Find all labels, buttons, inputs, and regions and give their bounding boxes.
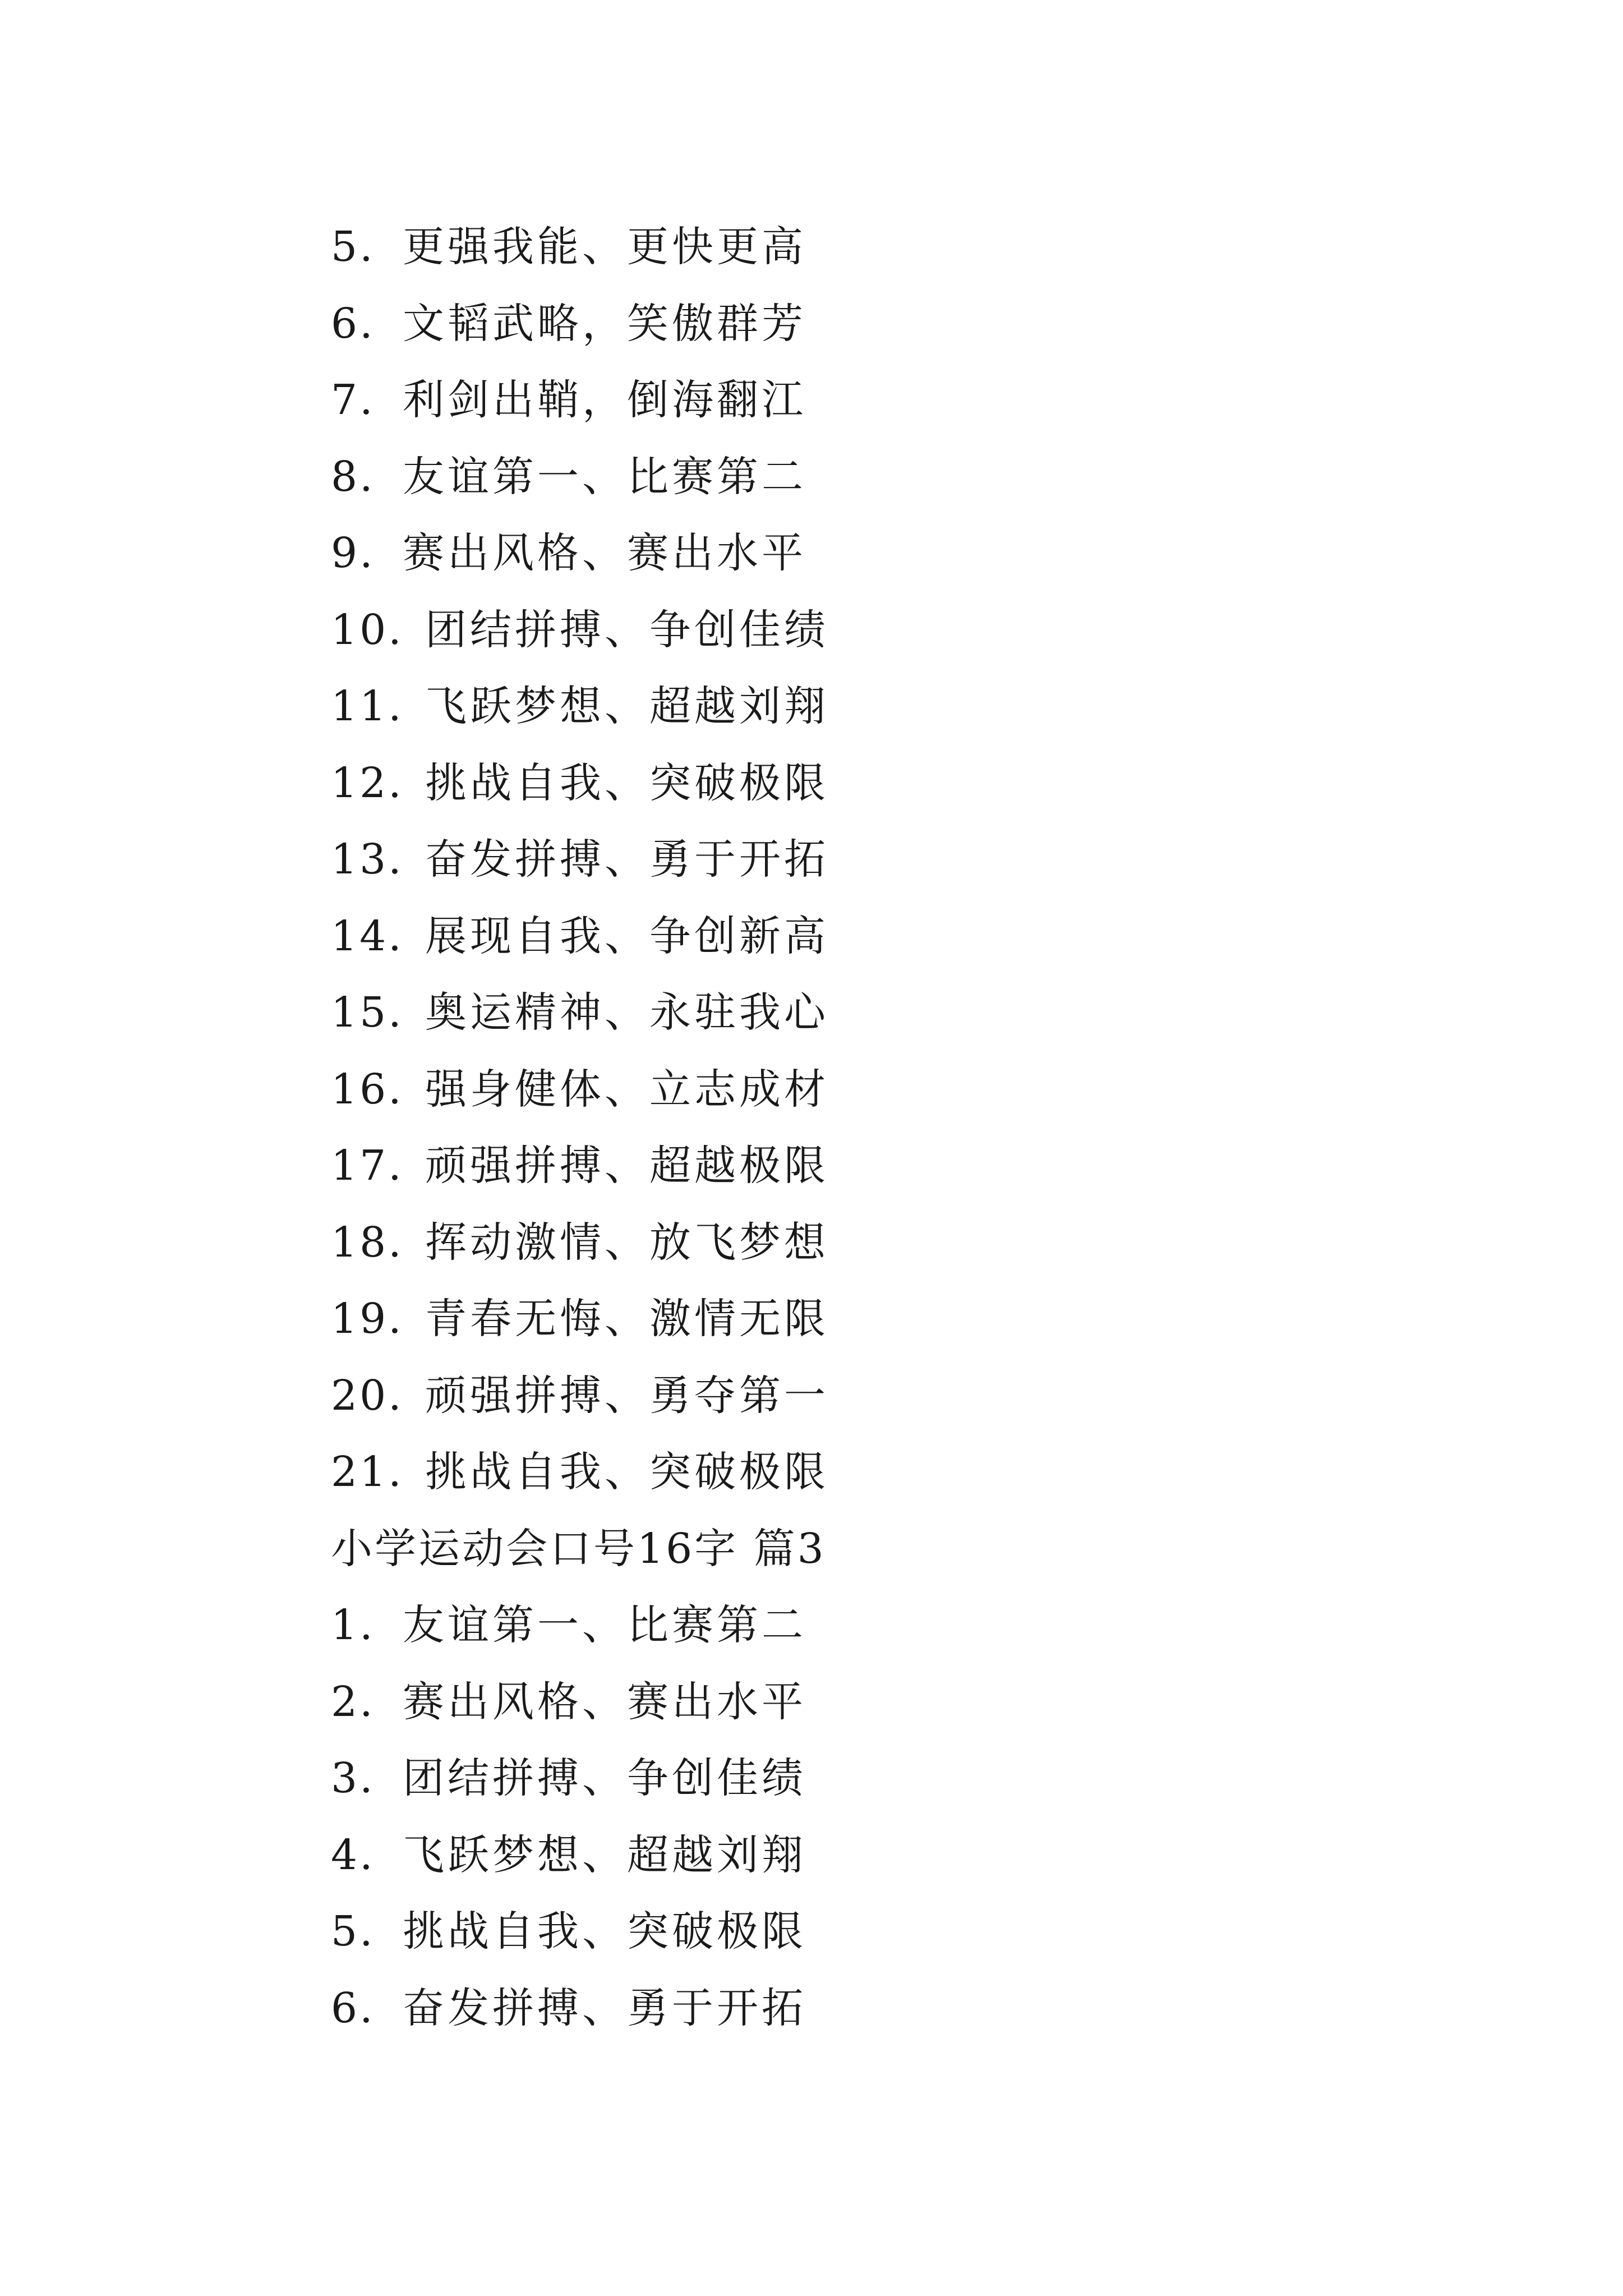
item-number: 14.	[331, 912, 404, 960]
item-number: 7.	[331, 376, 375, 424]
list-item	[331, 1970, 1453, 2047]
item-number: 20.	[331, 1371, 404, 1420]
item-text: 挑战自我、突破极限	[425, 758, 829, 807]
item-text: 飞跃梦想、超越刘翔	[425, 682, 829, 730]
list-item	[331, 1587, 1453, 1664]
item-text: 文韬武略，笑傲群芳	[403, 299, 806, 348]
item-text: 赛出风格、赛出水平	[403, 529, 806, 577]
item-text: 飞跃梦想、超越刘翔	[403, 1830, 806, 1879]
list-item	[331, 1817, 1453, 1894]
list-item	[331, 974, 1453, 1051]
item-number: 3.	[331, 1754, 375, 1802]
list-item	[331, 439, 1453, 516]
list-item	[331, 362, 1453, 439]
item-number: 1.	[331, 1601, 375, 1649]
list-item	[331, 1358, 1453, 1434]
item-text: 奋发拼搏、勇于开拓	[403, 1984, 806, 2032]
list-item	[331, 745, 1453, 822]
item-number: 19.	[331, 1295, 404, 1343]
list-item	[331, 1281, 1453, 1358]
list-item	[331, 209, 1453, 286]
item-text: 团结拼搏、争创佳绩	[403, 1754, 806, 1802]
document-body	[331, 209, 1453, 2046]
item-text: 挥动激情、放飞梦想	[425, 1218, 829, 1267]
item-text: 利剑出鞘，倒海翻江	[403, 376, 806, 424]
list-item	[331, 515, 1453, 592]
item-number: 2.	[331, 1677, 375, 1726]
item-number: 10.	[331, 605, 404, 654]
item-number: 18.	[331, 1218, 404, 1267]
item-number: 5.	[331, 1907, 375, 1955]
item-number: 4.	[331, 1830, 375, 1879]
item-number: 8.	[331, 452, 375, 501]
list-item	[331, 821, 1453, 898]
item-text: 奥运精神、永驻我心	[425, 988, 829, 1037]
list-item	[331, 286, 1453, 362]
list-item	[331, 1893, 1453, 1970]
item-text: 顽强拼搏、勇夺第一	[425, 1371, 829, 1420]
list-item	[331, 1664, 1453, 1741]
item-text: 友谊第一、比赛第二	[403, 1601, 806, 1649]
item-text: 挑战自我、突破极限	[425, 1448, 829, 1496]
item-number: 9.	[331, 529, 375, 577]
list-item	[331, 592, 1453, 669]
item-number: 12.	[331, 758, 404, 807]
item-number: 21.	[331, 1448, 404, 1496]
item-text: 青春无悔、激情无限	[425, 1295, 829, 1343]
item-number: 6.	[331, 1984, 375, 2032]
list-item	[331, 1204, 1453, 1281]
list-item	[331, 898, 1453, 975]
item-number: 16.	[331, 1065, 404, 1114]
item-number: 13.	[331, 835, 404, 884]
list-item	[331, 1051, 1453, 1128]
list-item	[331, 1740, 1453, 1817]
item-text: 奋发拼搏、勇于开拓	[425, 835, 829, 884]
item-text: 赛出风格、赛出水平	[403, 1677, 806, 1726]
item-text: 顽强拼搏、超越极限	[425, 1142, 829, 1190]
item-text: 更强我能、更快更高	[403, 223, 806, 271]
item-number: 6.	[331, 299, 375, 348]
item-text: 友谊第一、比赛第二	[403, 452, 806, 501]
item-number: 5.	[331, 223, 375, 271]
list-item	[331, 668, 1453, 745]
item-text: 团结拼搏、争创佳绩	[425, 605, 829, 654]
item-text: 挑战自我、突破极限	[403, 1907, 806, 1955]
item-number: 17.	[331, 1142, 404, 1190]
list-item	[331, 1434, 1453, 1511]
item-number: 11.	[331, 682, 404, 730]
section-heading: 小学运动会口号16字 篇3	[331, 1524, 826, 1573]
item-text: 展现自我、争创新高	[425, 912, 829, 960]
item-number: 15.	[331, 988, 404, 1037]
list-item	[331, 1128, 1453, 1204]
item-text: 强身健体、立志成材	[425, 1065, 829, 1114]
